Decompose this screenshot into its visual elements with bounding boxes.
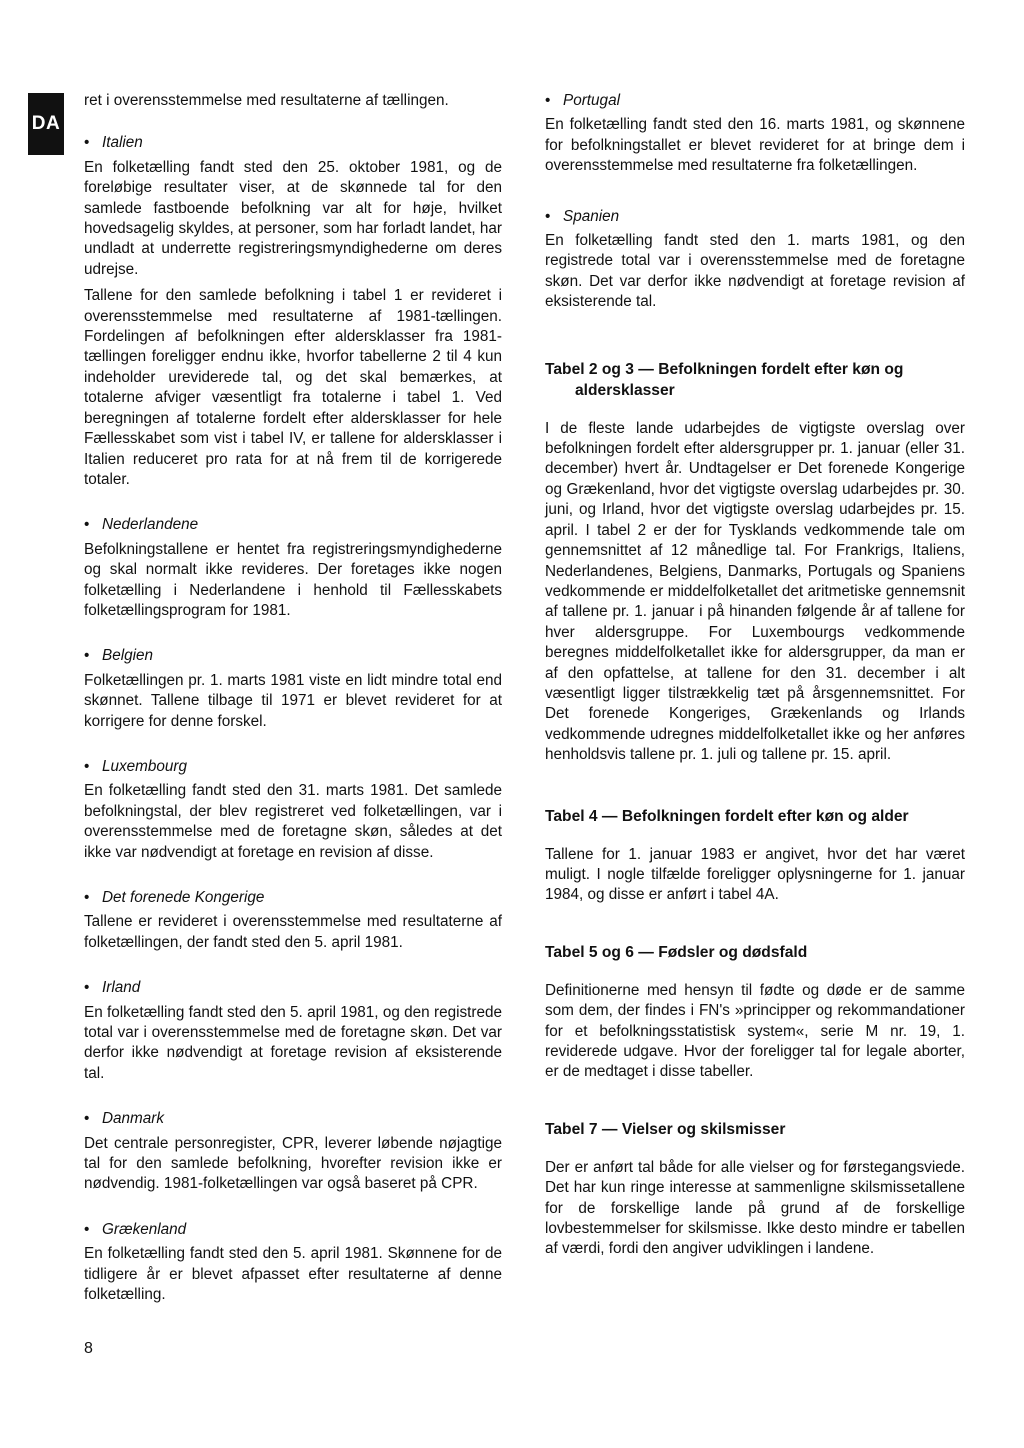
country-heading bbox=[84, 1220, 502, 1240]
paragraph: Befolkningstallene er hentet fra registreringsmyndighederne og skal normalt ikke revideres. Der foretages ikke nogen folketælling i Nederlandene i henhold til Fællesskabets folketællingsprogram for 1981. bbox=[84, 540, 502, 619]
section-spanien bbox=[545, 207, 965, 313]
section-tabel-5-6 bbox=[545, 942, 965, 1083]
country-heading bbox=[84, 646, 502, 666]
bullet-icon: • bbox=[545, 92, 551, 109]
paragraph: En folketælling fandt sted den 5. april 1981, og den registrede total var i overensstemmelse med de foretagne skøn. Det var derfor ikke nødvendigt at foretage revision af eksisterende tal. bbox=[84, 1003, 502, 1082]
country-name: Luxembourg bbox=[102, 757, 188, 775]
section-det-forenede-kongerige bbox=[84, 888, 502, 953]
paragraph: Tallene for 1. januar 1983 er angivet, hvor det har været muligt. I nogle tilfælde foreligger oplysningerne for 1. januar 1984, og disse er anført i tabel 4A. bbox=[545, 845, 965, 904]
page-number: 8 bbox=[84, 1340, 93, 1357]
paragraph: Tallene for den samlede befolkning i tabel 1 er revideret i overensstemmelse med resultaterne af 1981-tællingen. Fordelingen af befolkningen efter aldersklasser fra 1981-tællingen foreligger endnu ikke, hvorfor tabellerne 2 til 4 kun indeholder ureviderede tal, og det skal bemærkes, at totalerne afviger væsentligt fra totalerne i tabel 1. Ved beregningen af totalerne fordelt efter aldersklasser for hele Fællesskabet som vist i tabel IV, er tallene for aldersklasser i Italien reduceret pro rata for at nå frem til de korrigerede totaler. bbox=[84, 287, 502, 488]
country-name: Danmark bbox=[102, 1110, 165, 1128]
intro-paragraph: ret i overensstemmelse med resultaterne af tællingen. bbox=[84, 92, 449, 109]
paragraph: En folketælling fandt sted den 25. oktober 1981, og de foreløbige resultater viser, at de skønnede tal for den samlede fastboende befolkning var alt for høje, hvilket hovedsagelig skyldes, at personer, som har forladt landet, har undladt at underrette registreringsmyndighederne om deres udrejse. bbox=[84, 158, 502, 278]
section-graekenland bbox=[84, 1220, 502, 1306]
country-heading bbox=[84, 978, 502, 998]
paragraph: En folketælling fandt sted den 1. marts 1981, og den registrede total var i overensstemmelse med de foretagne skøn. Det var derfor ikke nødvendigt at foretage revision af eksisterende tal. bbox=[545, 232, 965, 311]
country-heading bbox=[84, 888, 502, 908]
section-heading bbox=[545, 359, 965, 401]
bullet-icon: • bbox=[84, 134, 90, 152]
country-heading bbox=[84, 515, 502, 535]
paragraph: Det centrale personregister, CPR, leverer løbende nøjagtige tal for den samlede befolkning, hvorefter revision ikke er nødvendig. 1981-folketællingen var også baseret på CPR. bbox=[84, 1134, 502, 1193]
bullet-icon: • bbox=[84, 889, 90, 906]
bullet-icon: • bbox=[84, 1110, 90, 1128]
section-danmark bbox=[84, 1109, 502, 1195]
heading-line: Tabel 5 og 6 — Fødsler og dødsfald bbox=[545, 943, 808, 961]
country-heading bbox=[84, 757, 502, 777]
heading-line: Tabel 2 og 3 — Befolkningen fordelt efter køn og bbox=[545, 360, 904, 378]
paragraph: En folketælling fandt sted den 5. april 1981. Skønnene for de tidligere år er blevet afpasset efter resultaterne af denne folketælling. bbox=[84, 1245, 502, 1304]
country-name: Grækenland bbox=[102, 1220, 187, 1238]
paragraph: En folketælling fandt sted den 16. marts 1981, og skønnene for befolkningstallet er blevet revideret for at bringe dem i overensstemmelse med resultaterne fra folketællingen. bbox=[545, 116, 965, 175]
country-heading bbox=[84, 1109, 502, 1129]
bullet-icon: • bbox=[84, 1220, 90, 1238]
heading-line: Tabel 4 — Befolkningen fordelt efter køn og alder bbox=[545, 807, 909, 825]
country-name: Irland bbox=[102, 979, 141, 997]
section-italien bbox=[84, 133, 502, 490]
left-column bbox=[84, 91, 502, 1331]
bullet-icon: • bbox=[545, 207, 551, 225]
bullet-icon: • bbox=[84, 979, 90, 997]
section-tabel-4 bbox=[545, 806, 965, 906]
right-column bbox=[545, 91, 965, 1285]
section-luxembourg bbox=[84, 757, 502, 863]
country-name: Italien bbox=[102, 134, 143, 152]
country-name: Portugal bbox=[563, 92, 620, 109]
country-heading bbox=[84, 133, 502, 153]
paragraph: Der er anført tal både for alle vielser og for førstegangsviede. Det har kun ringe interesse at sammenligne skilsmissetallene for de forskellige lande på grund af de forskellige lovbestemmelser for skilsmisse. Ikke desto mindre er tabellen af værdi, fordi den angiver udviklingen i landene. bbox=[545, 1158, 965, 1258]
country-name: Belgien bbox=[102, 647, 154, 665]
heading-line: Tabel 7 — Vielser og skilsmisser bbox=[545, 1120, 786, 1138]
paragraph: I de fleste lande udarbejdes de vigtigste overslag over befolkningen fordelt efter aldersgrupper pr. 1. januar (eller 31. december) hvert år. Undtagelser er Det forenede Kongerige og Grækenland, hvor det vigtigste overslag udarbejdes pr. 30. juni, og Irland, hvor det vigtigste overslag udarbejdes pr. 15. april. I tabel 2 er der for Tysklands vedkommende tale om gennemsnittet af 12 månedlige tal. For Frankrigs, Italiens, Nederlandenes, Belgiens, Danmarks, Portugals og Spaniens vedkommende er middelfolketallet det aritmetiske gennemsnit af tallene pr. 1. januar i på hinanden følgende år af tallene for hver aldersgruppe. For Luxembourgs vedkommende beregnes middelfolketallet ikke for aldersgrupper, da man er af den opfattelse, at tallene for den 31. december i alt væsentligt ligger tilstrækkelig tæt på årsgennemsnittet. For Det forenede Kongeriges, Grækenlands og Irlands vedkommende udregnes middelfolketallet ikke og her anføres henholdsvis tallene pr. 1. juli og tallene pr. 15. april. bbox=[545, 419, 965, 764]
bullet-icon: • bbox=[84, 516, 90, 534]
section-nederlandene bbox=[84, 515, 502, 621]
country-name: Nederlandene bbox=[102, 516, 199, 534]
section-tabel-2-3 bbox=[545, 359, 965, 766]
paragraph: Folketællingen pr. 1. marts 1981 viste en lidt mindre total end skønnet. Tallene tilbage til 1971 er blevet revideret for at korrigere for denne forskel. bbox=[84, 671, 502, 730]
country-heading bbox=[545, 91, 965, 111]
country-name: Spanien bbox=[563, 207, 620, 225]
country-name: Det forenede Kongerige bbox=[102, 889, 265, 906]
section-irland bbox=[84, 978, 502, 1084]
country-heading bbox=[545, 207, 965, 227]
heading-line: aldersklasser bbox=[575, 381, 675, 399]
bullet-icon: • bbox=[84, 757, 90, 775]
section-heading bbox=[545, 806, 965, 827]
paragraph: En folketælling fandt sted den 31. marts 1981. Det samlede befolkningstal, der blev registreret ved folketællingen, var i overensstemmelse med de foretagne skøn, således at det ikke var nødvendigt at foretage en revision af disse. bbox=[84, 782, 502, 861]
section-tabel-7 bbox=[545, 1119, 965, 1260]
bullet-icon: • bbox=[84, 647, 90, 665]
paragraph: Definitionerne med hensyn til fødte og døde er de samme som dem, der findes i FN's »principper og rekommandationer for et befolkningsstatistisk system«, serie M nr. 19, 1. reviderede udgave. Hvor der foreligger tal for legale aborter, er de medtaget i disse tabeller. bbox=[545, 981, 965, 1081]
paragraph: Tallene er revideret i overensstemmelse med resultaterne af folketællingen, der fandt sted den 5. april 1981. bbox=[84, 913, 502, 951]
section-heading bbox=[545, 942, 965, 963]
section-heading bbox=[545, 1119, 965, 1140]
language-tab: DA bbox=[28, 93, 64, 155]
section-belgien bbox=[84, 646, 502, 732]
section-portugal bbox=[545, 91, 965, 177]
